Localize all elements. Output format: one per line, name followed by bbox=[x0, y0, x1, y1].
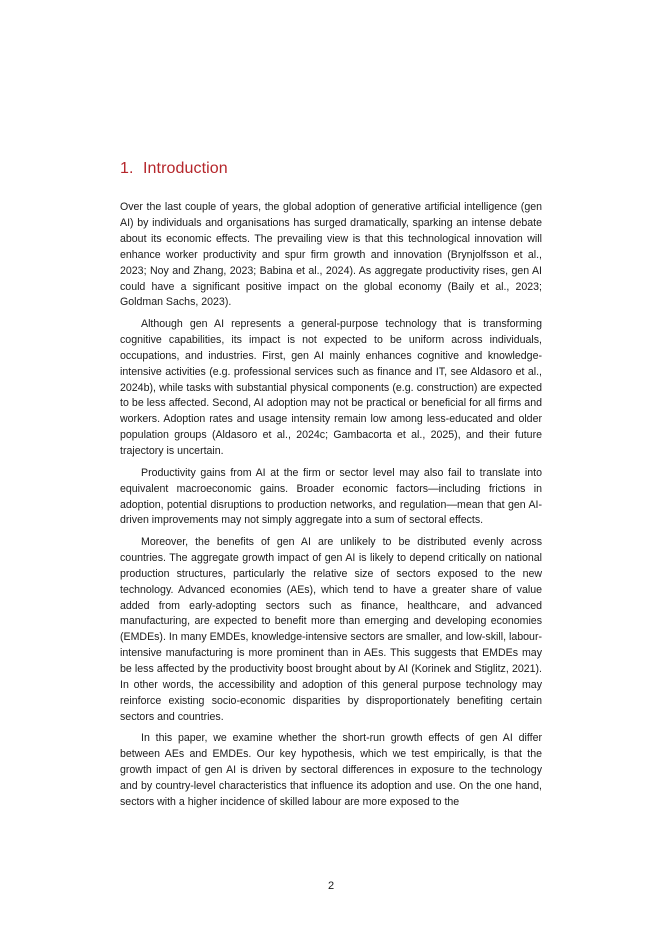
paragraph: Moreover, the benefits of gen AI are unlikely to be distributed evenly across countries. The aggregate growth impact of gen AI is likely to depend critically on national production structures, particularly the relative size of sectors exposed to the new technology. Advanced economies (AEs), which tend to have a greater share of value added from early-adopting sectors such as finance, healthcare, and advanced manufacturing, are expected to benefit more than emerging and developing economies (EMDEs). In many EMDEs, knowledge-intensive sectors are smaller, and low-skill, labour-intensive manufacturing is more prominent than in AEs. This suggests that EMDEs may be less affected by the productivity boost brought about by AI (Korinek and Stiglitz, 2021). In other words, the accessibility and adoption of this general purpose technology may reinforce existing socio-economic disparities by disproportionately benefiting certain sectors and countries. bbox=[120, 535, 542, 723]
body-text bbox=[120, 200, 542, 817]
section-number: 1. bbox=[120, 160, 134, 177]
paragraph: In this paper, we examine whether the short-run growth effects of gen AI differ between AEs and EMDEs. Our key hypothesis, which we test empirically, is that the growth impact of gen AI is driven by sectoral differences in exposure to the technology and by country-level characteristics that influence its adoption and use. On the one hand, sectors with a higher incidence of skilled labour are more exposed to the bbox=[120, 732, 542, 808]
paragraph: Although gen AI represents a general-purpose technology that is transforming cognitive capabilities, its impact is not expected to be uniform across individuals, occupations, and industries. First, gen AI mainly enhances cognitive and knowledge-intensive activities (e.g. professional services such as finance and IT, see Aldasoro et al., 2024b), while tasks with substantial physical components (e.g. construction) are expected to be less affected. Second, AI adoption may not be practical or beneficial for all firms and workers. Adoption rates and usage intensity remain low among less-educated and older population groups (Aldasoro et al., 2024c; Gambacorta et al., 2025), and their future trajectory is uncertain. bbox=[120, 317, 542, 458]
page-number: 2 bbox=[327, 880, 335, 892]
paragraph: Over the last couple of years, the global adoption of generative artificial intelligence (gen AI) by individuals and organisations has surged dramatically, sparking an intense debate about its economic effects. The prevailing view is that this technological innovation will enhance worker productivity and spur firm growth and innovation (Brynjolfsson et al., 2023; Noy and Zhang, 2023; Babina et al., 2024). As aggregate productivity rises, gen AI could have a significant positive impact on the global economy (Baily et al., 2023; Goldman Sachs, 2023). bbox=[120, 201, 542, 309]
paragraph: Productivity gains from AI at the firm or sector level may also fail to translate into equivalent macroeconomic gains. Broader economic factors—including frictions in adoption, potential disruptions to production networks, and regulation—mean that gen AI-driven improvements may not simply aggregate into a sum of sectoral effects. bbox=[120, 466, 542, 527]
section-title: Introduction bbox=[143, 160, 228, 177]
section-heading bbox=[120, 160, 228, 178]
